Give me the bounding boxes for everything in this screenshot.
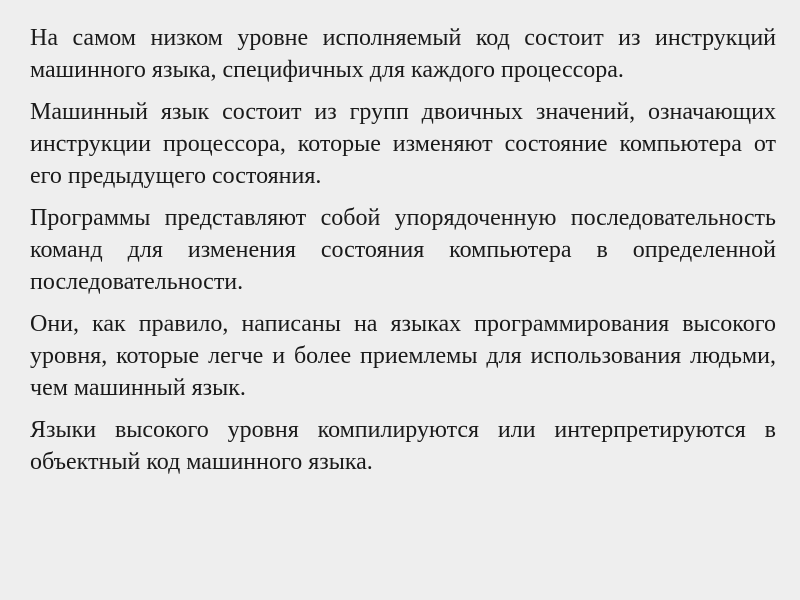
- paragraph-5: Языки высокого уровня компилируются или интерпретируются в объектный код машинного языка.: [30, 417, 776, 475]
- paragraph-4: Они, как правило, написаны на языках программирования высокого уровня, которые легче и более приемлемы для использования людьми, чем машинный язык.: [30, 311, 776, 401]
- paragraph-3: Программы представляют собой упорядоченную последовательность команд для изменения состояния компьютера в определенной последовательности.: [30, 205, 776, 295]
- paragraph-1: На самом низком уровне исполняемый код состоит из инструкций машинного языка, специфичных для каждого процессора.: [30, 25, 776, 83]
- paragraph-2: Машинный язык состоит из групп двоичных значений, означающих инструкции процессора, которые изменяют состояние компьютера от его предыдущего состояния.: [30, 99, 776, 189]
